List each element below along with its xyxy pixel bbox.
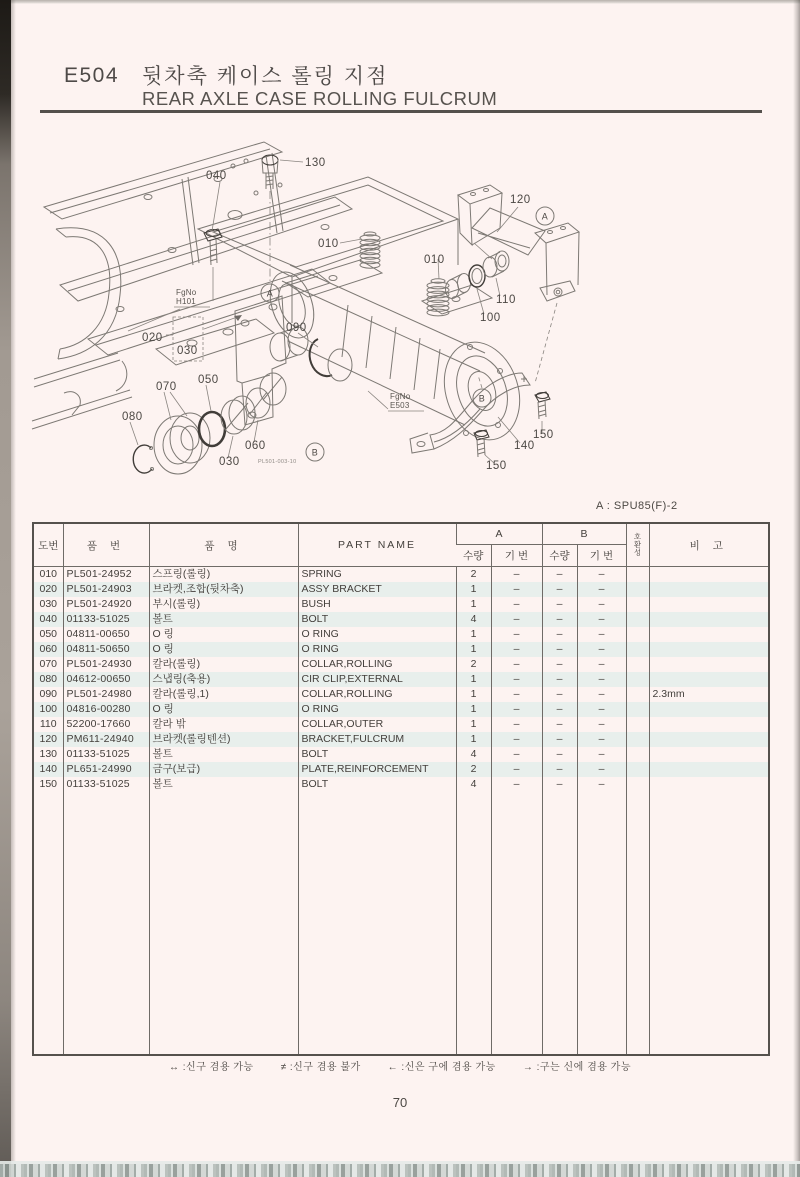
callout-050: 050 bbox=[198, 374, 219, 386]
cell-no: 110 bbox=[39, 718, 57, 730]
model-note: A : SPU85(F)-2 bbox=[596, 500, 678, 512]
cell-name_en: O RING bbox=[298, 702, 456, 717]
cell-name_en: O RING bbox=[298, 642, 456, 657]
section-mark-b2 bbox=[473, 389, 491, 407]
cell-no: 010 bbox=[39, 568, 58, 580]
page-title-korean: 뒷차축 케이스 롤링 지점 bbox=[142, 65, 389, 88]
cell-name_en: BOLT bbox=[298, 777, 456, 792]
title-divider bbox=[40, 110, 762, 113]
cell-part_no: 04811-00650 bbox=[63, 627, 149, 642]
fulcrum-bracket-drawing bbox=[458, 185, 579, 383]
cell-code_b: – bbox=[577, 642, 626, 657]
cell-code_a: – bbox=[491, 612, 542, 627]
parts-table-body bbox=[33, 567, 769, 793]
cell-compat bbox=[626, 762, 649, 777]
cell-compat bbox=[626, 732, 649, 747]
callout-100: 100 bbox=[480, 312, 501, 324]
cell-code_a: – bbox=[491, 567, 542, 583]
cell-qty_a: 2 bbox=[456, 567, 491, 583]
legend-item: → :구는 신에 겸용 가능 bbox=[522, 1062, 631, 1073]
cell-name_ko: 금구(보급) bbox=[149, 762, 298, 777]
cell-part_no: PL651-24990 bbox=[63, 762, 149, 777]
callout-020: 020 bbox=[142, 332, 163, 344]
cell-code_b: – bbox=[577, 747, 626, 762]
table-row bbox=[33, 567, 769, 583]
cell-part_no: PL501-24952 bbox=[63, 567, 149, 583]
callout-150b: 150 bbox=[486, 460, 507, 472]
cell-qty_b: – bbox=[542, 627, 577, 642]
cell-part_no: 04612-00650 bbox=[63, 672, 149, 687]
cell-name_ko: 스냅링(축용) bbox=[149, 672, 298, 687]
callout-060: 060 bbox=[245, 440, 266, 452]
cell-qty_b: – bbox=[542, 717, 577, 732]
callout-120: 120 bbox=[510, 194, 531, 206]
bolt-150a-drawing bbox=[535, 392, 550, 419]
spring-right-drawing bbox=[427, 279, 449, 316]
cell-name_en: COLLAR,ROLLING bbox=[298, 657, 456, 672]
cell-qty_b: – bbox=[542, 657, 577, 672]
cell-code_b: – bbox=[577, 687, 626, 702]
callout-080: 080 bbox=[122, 411, 143, 423]
cell-part_no: PM611-24940 bbox=[63, 732, 149, 747]
figref-h101-1: FgNo bbox=[176, 288, 197, 297]
scan-edge-top bbox=[0, 0, 800, 4]
cell-compat bbox=[626, 582, 649, 597]
cell-name_en: BOLT bbox=[298, 747, 456, 762]
figref-h101-2: H101 bbox=[176, 297, 196, 306]
cell-no: 150 bbox=[39, 778, 58, 790]
cell-remark: 2.3mm bbox=[649, 687, 769, 702]
cell-code_b: – bbox=[577, 777, 626, 792]
cell-no: 060 bbox=[39, 643, 58, 655]
col-header-group-b: B bbox=[542, 523, 626, 545]
cell-qty_a: 1 bbox=[456, 687, 491, 702]
cell-qty_a: 1 bbox=[456, 732, 491, 747]
callout-040: 040 bbox=[206, 170, 227, 182]
cell-qty_b: – bbox=[542, 732, 577, 747]
interchangeability-legend bbox=[40, 1058, 760, 1073]
cell-qty_b: – bbox=[542, 612, 577, 627]
cell-compat bbox=[626, 567, 649, 583]
scan-edge-right bbox=[793, 0, 800, 1177]
cell-name_en: BUSH bbox=[298, 597, 456, 612]
cell-qty_a: 2 bbox=[456, 657, 491, 672]
cell-code_a: – bbox=[491, 642, 542, 657]
cell-name_ko: O 링 bbox=[149, 702, 298, 717]
callout-030a: 030 bbox=[177, 345, 198, 357]
section-mark-a2 bbox=[536, 207, 554, 225]
callout-150a: 150 bbox=[533, 429, 554, 441]
cell-part_no: PL501-24920 bbox=[63, 597, 149, 612]
cell-remark bbox=[649, 762, 769, 777]
cell-no: 080 bbox=[39, 673, 58, 685]
page-number: 70 bbox=[392, 1095, 408, 1110]
cell-name_ko: 칼라(롤링) bbox=[149, 657, 298, 672]
cell-code_b: – bbox=[577, 597, 626, 612]
cell-qty_a: 1 bbox=[456, 672, 491, 687]
cell-qty_a: 4 bbox=[456, 747, 491, 762]
cell-qty_a: 1 bbox=[456, 702, 491, 717]
cell-code_a: – bbox=[491, 627, 542, 642]
col-header-remark: 비 고 bbox=[649, 523, 769, 567]
cell-compat bbox=[626, 777, 649, 792]
callout-070: 070 bbox=[156, 381, 177, 393]
cell-name_en: BRACKET,FULCRUM bbox=[298, 732, 456, 747]
table-row bbox=[33, 642, 769, 657]
cell-name_ko: 스프링(롤링) bbox=[149, 567, 298, 583]
figure-code: E504 bbox=[64, 64, 120, 87]
col-header-name-ko: 품 명 bbox=[149, 523, 298, 567]
table-row bbox=[33, 612, 769, 627]
cell-part_no: PL501-24930 bbox=[63, 657, 149, 672]
col-header-code-b: 기 번 bbox=[577, 545, 626, 567]
exploded-parts-diagram bbox=[30, 133, 770, 513]
cell-code_a: – bbox=[491, 597, 542, 612]
legend-item: ↔ :신구 겸용 가능 bbox=[169, 1062, 254, 1073]
table-row bbox=[33, 702, 769, 717]
cell-no: 050 bbox=[39, 628, 58, 640]
table-row bbox=[33, 717, 769, 732]
cell-qty_a: 1 bbox=[456, 642, 491, 657]
cell-name_en: PLATE,REINFORCEMENT bbox=[298, 762, 456, 777]
cell-qty_a: 1 bbox=[456, 597, 491, 612]
cell-qty_a: 1 bbox=[456, 627, 491, 642]
compat-char: 호 bbox=[633, 532, 642, 541]
cell-code_b: – bbox=[577, 657, 626, 672]
cell-qty_a: 2 bbox=[456, 762, 491, 777]
cell-no: 140 bbox=[39, 763, 58, 775]
cell-no: 090 bbox=[39, 688, 58, 700]
cell-name_en: CIR CLIP,EXTERNAL bbox=[298, 672, 456, 687]
table-row bbox=[33, 582, 769, 597]
bolt-130-drawing bbox=[262, 155, 278, 281]
cell-part_no: 52200-17660 bbox=[63, 717, 149, 732]
table-row bbox=[33, 777, 769, 792]
cell-name_ko: 브라켓(롤링텐션) bbox=[149, 732, 298, 747]
cell-name_ko: O 링 bbox=[149, 627, 298, 642]
cell-remark bbox=[649, 582, 769, 597]
cell-name_ko: 부시(롤링) bbox=[149, 597, 298, 612]
cell-code_b: – bbox=[577, 702, 626, 717]
drawing-number: PL501-003-10 bbox=[258, 459, 297, 465]
spring-left-drawing bbox=[360, 232, 380, 268]
callout-010b: 010 bbox=[424, 254, 445, 266]
table-row bbox=[33, 657, 769, 672]
cell-compat bbox=[626, 717, 649, 732]
cell-code_a: – bbox=[491, 687, 542, 702]
cell-part_no: 01133-51025 bbox=[63, 747, 149, 762]
cell-no: 130 bbox=[39, 748, 58, 760]
col-header-qty-a: 수량 bbox=[456, 545, 491, 567]
cell-name_ko: 볼트 bbox=[149, 747, 298, 762]
cell-code_b: – bbox=[577, 672, 626, 687]
table-row bbox=[33, 732, 769, 747]
svg-text:B: B bbox=[478, 393, 486, 404]
cell-remark bbox=[649, 747, 769, 762]
legend-item: ≠ :신구 겸용 불가 bbox=[280, 1062, 361, 1073]
cell-code_a: – bbox=[491, 672, 542, 687]
cell-code_a: – bbox=[491, 582, 542, 597]
axle-case-drawing bbox=[262, 260, 531, 450]
cell-name_en: ASSY BRACKET bbox=[298, 582, 456, 597]
table-row bbox=[33, 687, 769, 702]
cell-no: 070 bbox=[39, 658, 58, 670]
cell-qty_a: 1 bbox=[456, 717, 491, 732]
cell-compat bbox=[626, 687, 649, 702]
cell-code_b: – bbox=[577, 612, 626, 627]
col-header-part-no: 품 번 bbox=[63, 523, 149, 567]
col-header-qty-b: 수량 bbox=[542, 545, 577, 567]
cell-no: 120 bbox=[39, 733, 58, 745]
col-header-code-a: 기 번 bbox=[491, 545, 542, 567]
cell-code_b: – bbox=[577, 732, 626, 747]
cell-part_no: 04811-50650 bbox=[63, 642, 149, 657]
table-row bbox=[33, 627, 769, 642]
cell-name_ko: 볼트 bbox=[149, 777, 298, 792]
cell-compat bbox=[626, 657, 649, 672]
cell-compat bbox=[626, 747, 649, 762]
table-row bbox=[33, 747, 769, 762]
svg-text:A: A bbox=[541, 211, 549, 222]
cell-compat bbox=[626, 702, 649, 717]
reinforcement-plate-drawing bbox=[410, 373, 530, 453]
callout-140: 140 bbox=[514, 440, 535, 452]
cell-remark bbox=[649, 597, 769, 612]
cell-code_a: – bbox=[491, 732, 542, 747]
cell-qty_b: – bbox=[542, 672, 577, 687]
legend-item: ← :신은 구에 겸용 가능 bbox=[387, 1062, 496, 1073]
cell-name_ko: O 링 bbox=[149, 642, 298, 657]
col-header-part-name: PART NAME bbox=[298, 523, 456, 567]
cell-name_ko: 볼트 bbox=[149, 612, 298, 627]
cell-qty_a: 1 bbox=[456, 582, 491, 597]
figref-e503-2: E503 bbox=[390, 401, 410, 410]
callout-labels bbox=[122, 157, 554, 472]
cell-no: 030 bbox=[39, 598, 58, 610]
collar-oring-chain-lower bbox=[133, 388, 270, 474]
cell-remark bbox=[649, 612, 769, 627]
cell-name_en: COLLAR,ROLLING bbox=[298, 687, 456, 702]
cell-remark bbox=[649, 567, 769, 583]
cell-compat bbox=[626, 627, 649, 642]
cell-code_a: – bbox=[491, 747, 542, 762]
cell-name_en: SPRING bbox=[298, 567, 456, 583]
cell-name_ko: 칼라 밖 bbox=[149, 717, 298, 732]
cell-remark bbox=[649, 717, 769, 732]
svg-text:B: B bbox=[311, 447, 319, 458]
cell-compat bbox=[626, 597, 649, 612]
cell-code_b: – bbox=[577, 582, 626, 597]
cell-name_ko: 칼라(롤링,1) bbox=[149, 687, 298, 702]
cell-name_en: COLLAR,OUTER bbox=[298, 717, 456, 732]
cell-part_no: 01133-51025 bbox=[63, 612, 149, 627]
cell-no: 100 bbox=[39, 703, 58, 715]
cell-qty_b: – bbox=[542, 582, 577, 597]
cell-remark bbox=[649, 657, 769, 672]
cell-part_no: 04816-00280 bbox=[63, 702, 149, 717]
callout-110: 110 bbox=[496, 294, 516, 306]
bolt-150b-drawing bbox=[474, 430, 489, 457]
cell-qty_b: – bbox=[542, 567, 577, 583]
cell-code_a: – bbox=[491, 717, 542, 732]
cell-qty_b: – bbox=[542, 762, 577, 777]
callout-090: 090 bbox=[286, 322, 307, 334]
cell-code_b: – bbox=[577, 627, 626, 642]
cell-compat bbox=[626, 612, 649, 627]
cell-remark bbox=[649, 672, 769, 687]
cell-code_a: – bbox=[491, 657, 542, 672]
table-filler bbox=[33, 792, 769, 1055]
cell-qty_b: – bbox=[542, 642, 577, 657]
cell-compat bbox=[626, 642, 649, 657]
frame-drawing bbox=[32, 142, 458, 429]
figref-e503-1: FgNo bbox=[390, 392, 411, 401]
table-row bbox=[33, 762, 769, 777]
table-header bbox=[33, 523, 769, 567]
cell-remark bbox=[649, 732, 769, 747]
cell-part_no: PL501-24903 bbox=[63, 582, 149, 597]
parts-table bbox=[32, 522, 768, 1056]
col-header-compat bbox=[626, 523, 649, 567]
cell-remark bbox=[649, 777, 769, 792]
cell-remark bbox=[649, 702, 769, 717]
cell-name_en: O RING bbox=[298, 627, 456, 642]
cell-code_a: – bbox=[491, 777, 542, 792]
cell-qty_a: 4 bbox=[456, 777, 491, 792]
cell-code_b: – bbox=[577, 567, 626, 583]
cell-qty_b: – bbox=[542, 777, 577, 792]
cell-qty_b: – bbox=[542, 747, 577, 762]
table-row bbox=[33, 597, 769, 612]
compat-char: 성 bbox=[633, 548, 642, 557]
col-header-group-a: A bbox=[456, 523, 542, 545]
cell-no: 020 bbox=[39, 583, 58, 595]
cell-name_ko: 브라켓,조합(뒷차축) bbox=[149, 582, 298, 597]
callout-130: 130 bbox=[305, 157, 326, 169]
svg-text:A: A bbox=[266, 288, 274, 299]
cell-compat bbox=[626, 672, 649, 687]
cell-code_a: – bbox=[491, 702, 542, 717]
cell-code_a: – bbox=[491, 762, 542, 777]
cell-remark bbox=[649, 642, 769, 657]
callout-010a: 010 bbox=[318, 238, 339, 250]
cell-no: 040 bbox=[39, 613, 58, 625]
cell-code_b: – bbox=[577, 762, 626, 777]
table-row bbox=[33, 672, 769, 687]
section-mark-b1 bbox=[306, 443, 324, 461]
cell-part_no: 01133-51025 bbox=[63, 777, 149, 792]
page-title-english: REAR AXLE CASE ROLLING FULCRUM bbox=[142, 88, 498, 109]
compat-char: 환 bbox=[633, 540, 642, 549]
callout-030b: 030 bbox=[219, 456, 240, 468]
cell-code_b: – bbox=[577, 717, 626, 732]
cell-part_no: PL501-24980 bbox=[63, 687, 149, 702]
col-header-no: 도번 bbox=[33, 523, 63, 567]
scan-edge-left bbox=[0, 0, 11, 1177]
cell-qty_b: – bbox=[542, 687, 577, 702]
cell-name_en: BOLT bbox=[298, 612, 456, 627]
cell-remark bbox=[649, 627, 769, 642]
cell-qty_a: 4 bbox=[456, 612, 491, 627]
scan-edge-bottom bbox=[0, 1164, 800, 1177]
cell-qty_b: – bbox=[542, 702, 577, 717]
cell-qty_b: – bbox=[542, 597, 577, 612]
